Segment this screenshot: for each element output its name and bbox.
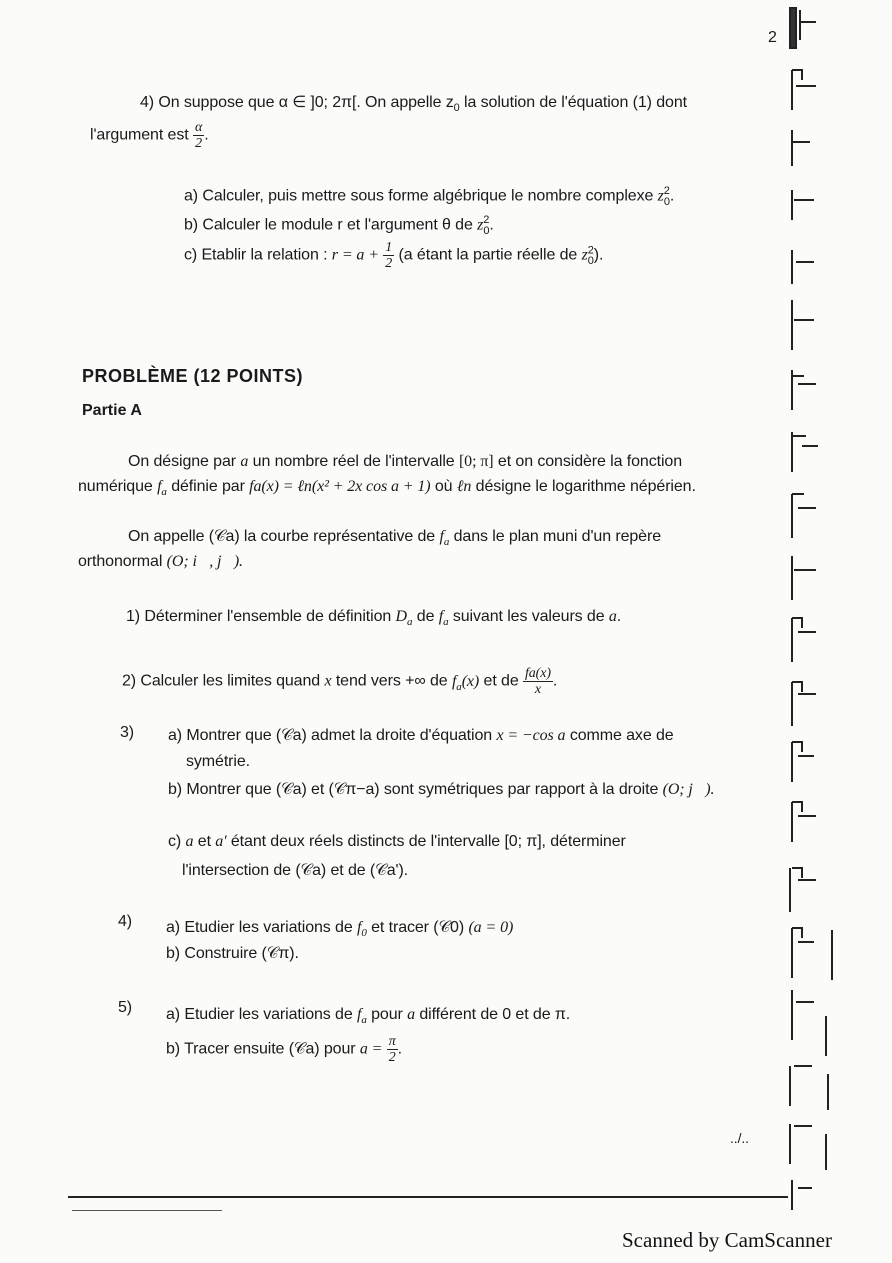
curve-paragraph-line-2: orthonormal (O; i⃗, j⃗).: [78, 553, 243, 570]
page-number: 2: [768, 29, 777, 46]
q4-item-b: b) Calculer le module r et l'argument θ de $z^2_0$.: [184, 214, 494, 237]
question-4-label: 4): [118, 913, 133, 930]
partie-a-heading: Partie A: [82, 402, 142, 419]
bottom-rule: [68, 1196, 788, 1198]
question-5-label: 5): [118, 999, 133, 1016]
question-3c-line-2: l'intersection de (𝒞a) et de (𝒞a').: [182, 862, 409, 879]
question-5b: b) Tracer ensuite (𝒞a) pour a = $\frac{\pi}{2}$ .: [166, 1034, 402, 1065]
binding-edge-marks: [762, 0, 892, 1263]
scanner-watermark: Scanned by CamScanner: [622, 1228, 832, 1252]
question-5a: a) Etudier les variations de $f_a$ pour a différent de 0 et de π.: [166, 1006, 571, 1027]
probleme-title: PROBLÈME (12 POINTS): [82, 366, 304, 386]
intro-paragraph-line-2: numérique $f_a$ définie par fa(x) = ℓn(x² + 2x cos a + 1) où ℓn désigne le logarithme népérien.: [78, 478, 696, 499]
question-3-label: 3): [120, 724, 135, 741]
question-1: 1) Déterminer l'ensemble de définition $D_a$ de $f_a$ suivant les valeurs de a.: [126, 608, 622, 629]
question-2-fraction: $\frac{fa(x)}{x}$: [524, 666, 551, 697]
question-3b: b) Montrer que (𝒞a) et (𝒞π−a) sont symétriques par rapport à la droite (O; j⃗).: [168, 781, 715, 798]
question-2: 2) Calculer les limites quand x tend vers +∞ de $f_a(x)$ et de $\frac{fa(x)}{x}$ .: [122, 666, 558, 697]
question-4a: a) Etudier les variations de $f_0$ et tracer (𝒞0) (a = 0): [166, 919, 514, 940]
intro-paragraph-line-1: On désigne par a un nombre réel de l'intervalle [0; π] et on considère la fonction: [128, 453, 682, 470]
question-5-fraction-pi-over-2: $\frac{\pi}{2}$: [388, 1034, 396, 1065]
q4-fraction-1-over-2: $\frac{1}{2}$: [385, 240, 393, 271]
q4-fraction-alpha-over-2: $\frac{\alpha}{2}$: [194, 120, 203, 151]
q4-item-c: c) Etablir la relation : r = a + $\frac{1}{2}$ (a étant la partie réelle de $z^2_0$).: [184, 240, 604, 271]
question-4b: b) Construire (𝒞π).: [166, 945, 299, 962]
continuation-mark: ../..: [730, 1130, 749, 1146]
q4-intro-line: 4) On suppose que α ∈ ]0; 2π[. On appelle $z_0$ la solution de l'équation (1) dont: [140, 94, 687, 115]
question-3a-line-2: symétrie.: [186, 753, 250, 770]
question-3a: a) Montrer que (𝒞a) admet la droite d'équation x = −cos a comme axe de: [168, 727, 674, 744]
bottom-rule-secondary: [72, 1210, 222, 1211]
q4-item-a: a) Calculer, puis mettre sous forme algébrique le nombre complexe $z^2_0$.: [184, 185, 675, 208]
question-3c: c) a et a' étant deux réels distincts de l'intervalle [0; π], déterminer: [168, 833, 626, 850]
curve-paragraph-line-1: On appelle (𝒞a) la courbe représentative de $f_a$ dans le plan muni d'un repère: [128, 528, 661, 549]
q4-intro-line-2: l'argument est $\frac{\alpha}{2}$ .: [90, 120, 209, 151]
